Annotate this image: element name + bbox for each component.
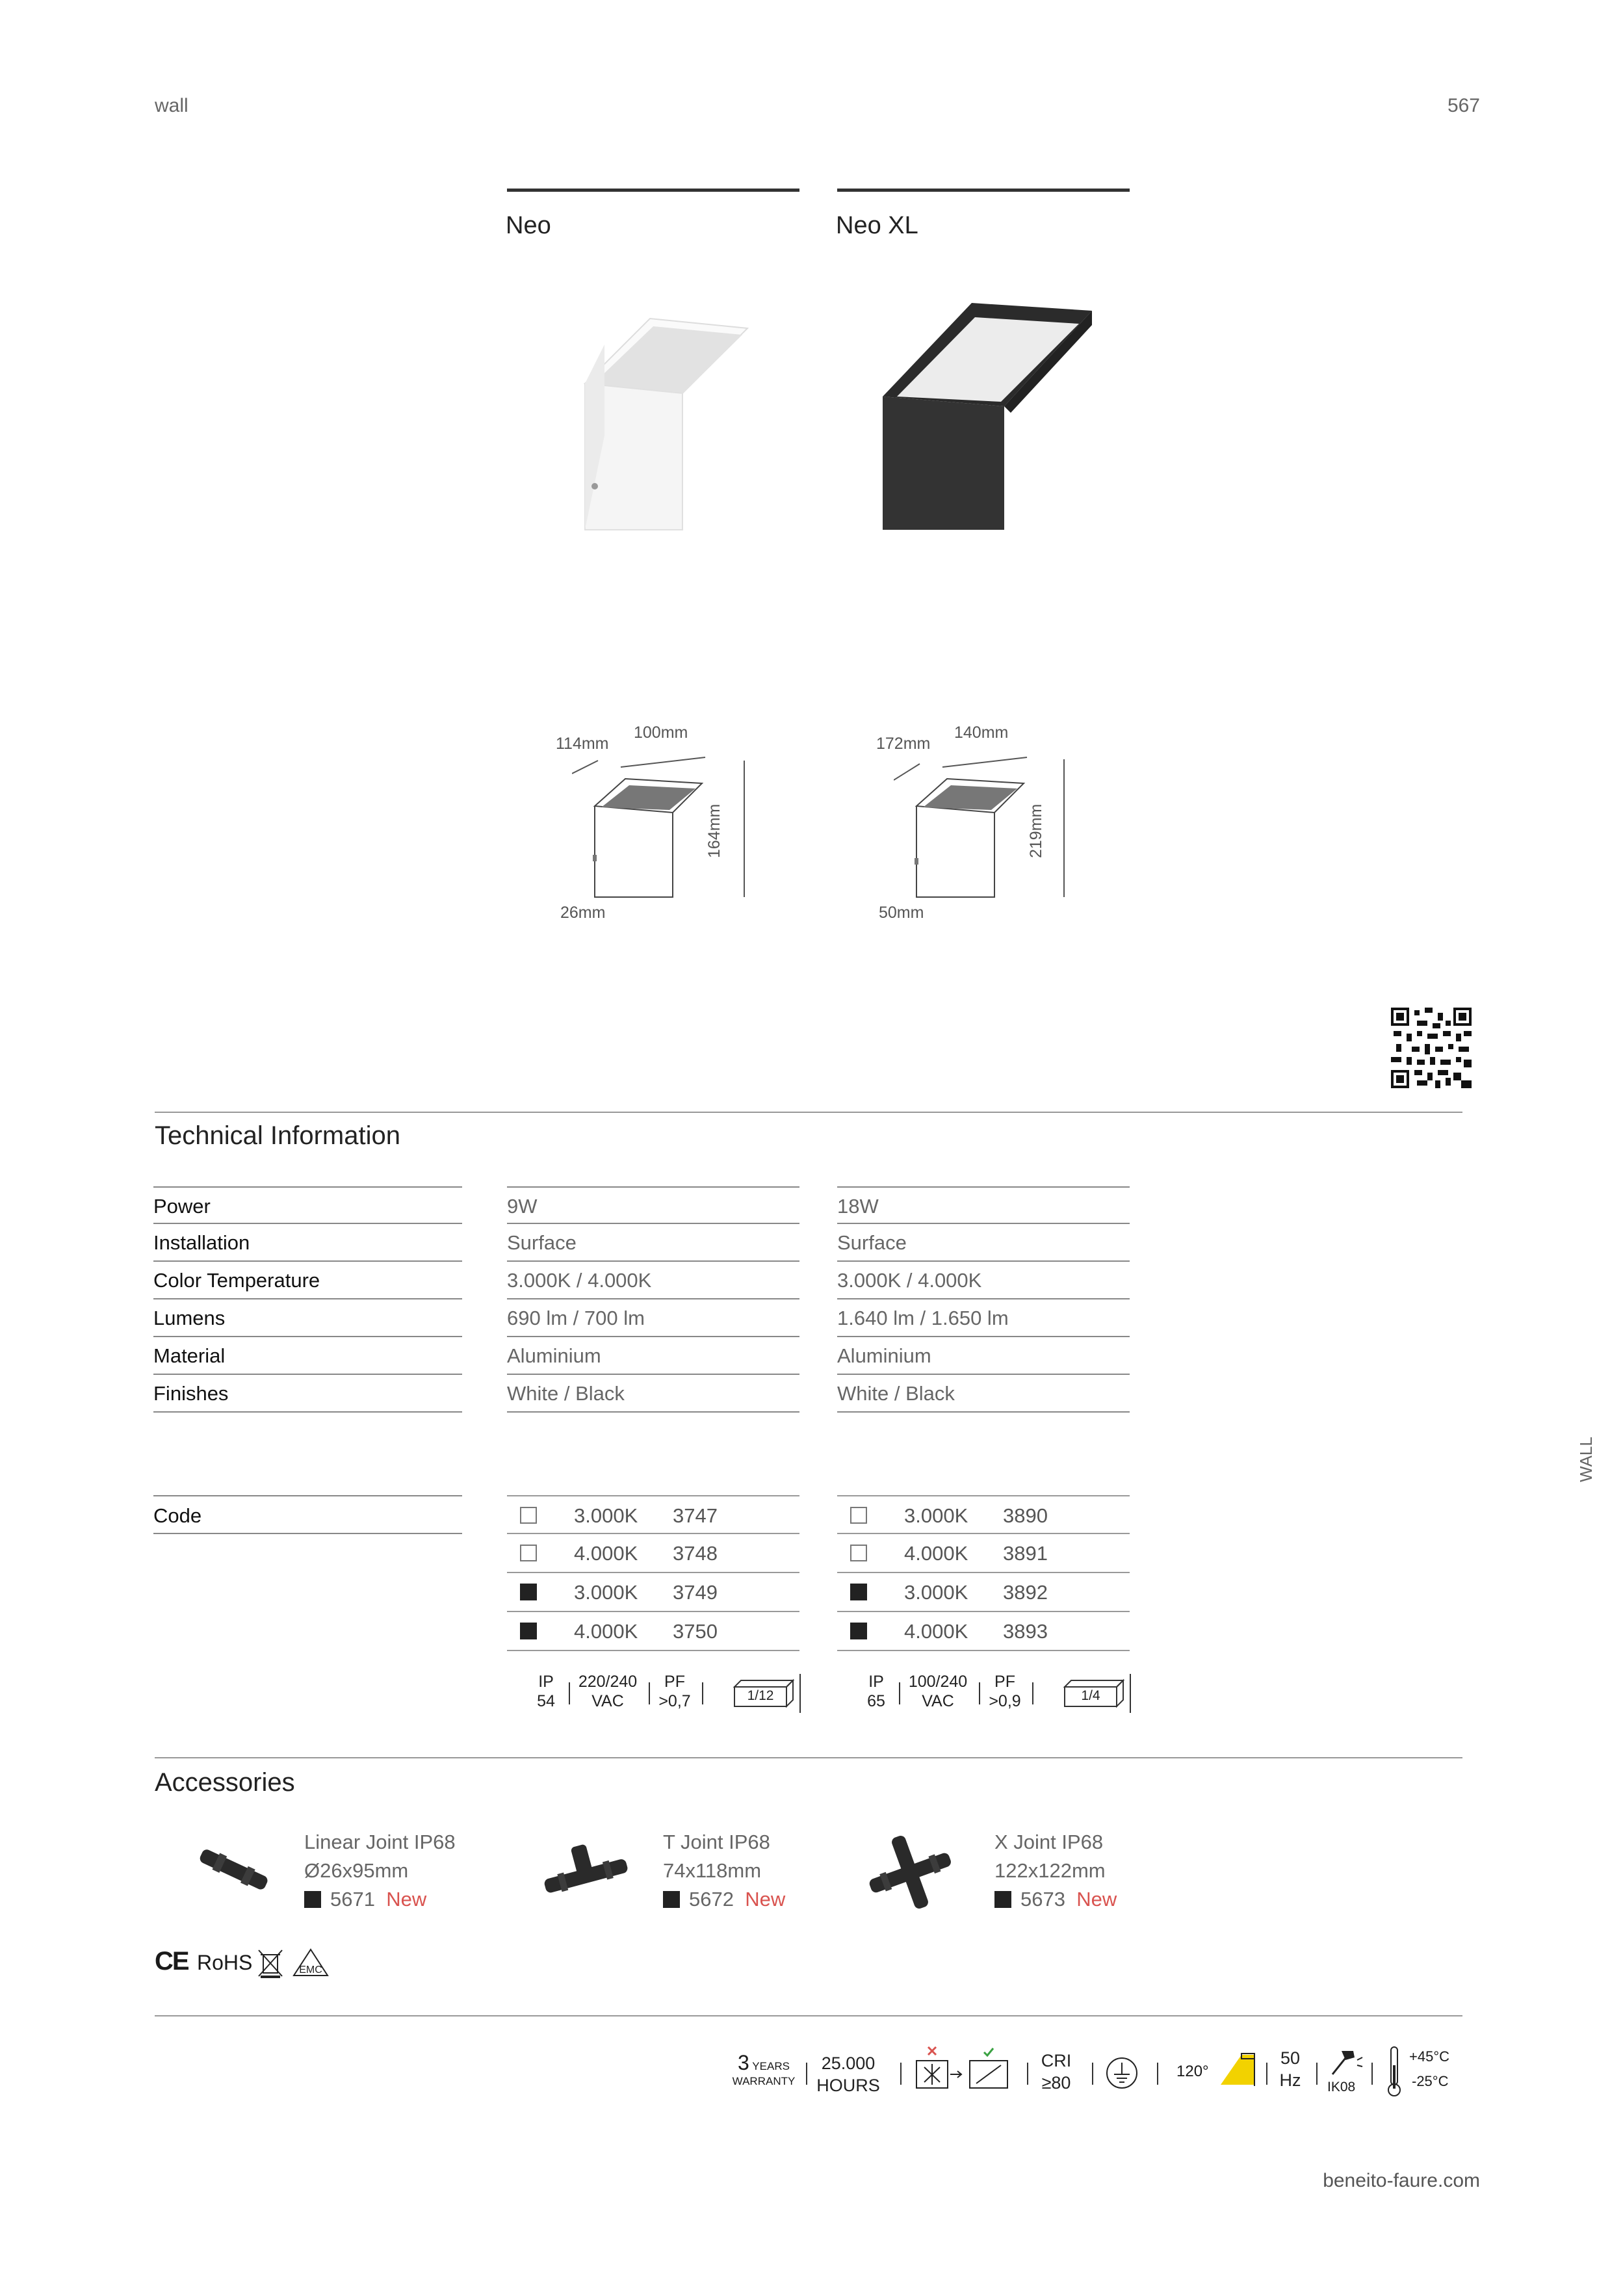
neo-material: Aluminium xyxy=(507,1337,799,1375)
separator xyxy=(1316,2063,1318,2085)
new-badge: New xyxy=(386,1888,427,1911)
spec-strip-neo xyxy=(507,1671,806,1716)
voltage: 220/240 VAC xyxy=(578,1673,638,1710)
dim-height-neo: 164mm xyxy=(705,803,723,858)
new-badge: New xyxy=(745,1888,786,1911)
drawing-neo-xl xyxy=(894,748,1076,910)
dim-width-neo: 100mm xyxy=(634,724,688,742)
accessory-size: 122x122mm xyxy=(994,1859,1106,1882)
accessory-item xyxy=(663,1828,785,1914)
row-label-material: Material xyxy=(153,1337,462,1375)
package-quantity: 1/4 xyxy=(1081,1688,1100,1703)
separator xyxy=(1157,2063,1158,2085)
code-row xyxy=(837,1573,1130,1612)
warranty-years: 3 xyxy=(738,2051,749,2074)
separator xyxy=(702,1682,703,1704)
website-link[interactable]: beneito-faure.com xyxy=(1323,2170,1480,2191)
separator xyxy=(1032,1682,1033,1704)
hammer-impact-icon xyxy=(1326,2046,1365,2078)
code-number: 3891 xyxy=(1003,1542,1048,1565)
row-label-power: Power xyxy=(153,1186,462,1224)
separator xyxy=(799,1674,801,1713)
accessory-item xyxy=(994,1828,1117,1914)
separator xyxy=(1027,2063,1028,2085)
dim-depth-neo-xl: 172mm xyxy=(876,735,931,753)
product-image-neo-xl xyxy=(877,299,1098,540)
code-number: 3890 xyxy=(1003,1504,1048,1527)
code-temp: 3.000K xyxy=(574,1581,638,1604)
accessory-code-line xyxy=(304,1885,456,1914)
code-number: 3750 xyxy=(673,1620,718,1643)
accessory-name: Linear Joint IP68 xyxy=(304,1831,456,1853)
voltage: 100/240 VAC xyxy=(908,1673,968,1710)
accessory-code: 5672 xyxy=(689,1888,734,1911)
separator xyxy=(900,2063,902,2085)
neo-xl-power: 18W xyxy=(837,1186,1130,1224)
drawing-neo xyxy=(572,748,754,910)
code-row xyxy=(507,1573,799,1612)
neo-installation: Surface xyxy=(507,1224,799,1262)
neo-power: 9W xyxy=(507,1186,799,1224)
accessory-size: Ø26x95mm xyxy=(304,1859,409,1882)
section-label: wall xyxy=(155,95,188,116)
accessory-code-line xyxy=(663,1885,785,1914)
temp-min: -25°C xyxy=(1412,2073,1449,2089)
ip-rating: IP 54 xyxy=(537,1673,555,1710)
neo-lumens: 690 lm / 700 lm xyxy=(507,1299,799,1337)
t-joint-icon xyxy=(539,1840,630,1905)
neo-finishes: White / Black xyxy=(507,1375,799,1413)
black-finish-swatch xyxy=(304,1891,321,1908)
page-number: 567 xyxy=(1447,95,1480,116)
neo-xl-installation: Surface xyxy=(837,1224,1130,1262)
code-number: 3893 xyxy=(1003,1620,1048,1643)
separator xyxy=(649,1682,650,1704)
earth-ground-icon xyxy=(1105,2056,1139,2090)
ip-rating: IP 65 xyxy=(867,1673,885,1710)
beam-angle: 120° xyxy=(1176,2063,1209,2080)
code-number: 3748 xyxy=(673,1542,718,1565)
code-temp: 3.000K xyxy=(904,1581,968,1604)
emc-icon xyxy=(291,1947,330,1979)
product-rule-neo-xl xyxy=(837,189,1130,192)
accessories-title: Accessories xyxy=(155,1768,295,1797)
code-number: 3749 xyxy=(673,1581,718,1604)
code-row xyxy=(837,1495,1130,1534)
code-row xyxy=(507,1495,799,1534)
thermometer-icon xyxy=(1386,2046,1403,2098)
rohs-icon: RoHS xyxy=(197,1951,253,1974)
dim-base-neo-xl: 50mm xyxy=(879,904,924,922)
code-row xyxy=(837,1534,1130,1573)
warranty-unit: YEARS xyxy=(752,2060,790,2072)
dim-width-neo-xl: 140mm xyxy=(954,724,1009,742)
technical-information-title: Technical Information xyxy=(155,1121,400,1150)
accessory-code: 5671 xyxy=(330,1888,375,1911)
black-finish-swatch xyxy=(850,1584,867,1600)
row-label-installation: Installation xyxy=(153,1224,462,1262)
cri-rating: CRI ≥80 xyxy=(1041,2051,1072,2093)
black-finish-swatch xyxy=(663,1891,680,1908)
neo-xl-material: Aluminium xyxy=(837,1337,1130,1375)
separator xyxy=(1371,2063,1373,2085)
code-number: 3892 xyxy=(1003,1581,1048,1604)
separator xyxy=(1092,2063,1093,2085)
product-name-neo: Neo xyxy=(506,212,551,239)
black-finish-swatch xyxy=(520,1623,537,1639)
accessory-name: X Joint IP68 xyxy=(994,1831,1104,1853)
product-rule-neo xyxy=(507,189,799,192)
code-row xyxy=(507,1612,799,1651)
neo-xl-color-temperature: 3.000K / 4.000K xyxy=(837,1262,1130,1299)
black-finish-swatch xyxy=(520,1584,537,1600)
power-factor: PF >0,7 xyxy=(658,1673,691,1710)
dim-height-neo-xl: 219mm xyxy=(1027,803,1045,858)
impact-rating: IK08 xyxy=(1327,2080,1356,2094)
black-finish-swatch xyxy=(850,1623,867,1639)
separator xyxy=(899,1682,900,1704)
replaceable-driver-icon xyxy=(910,2044,1014,2096)
temp-max: +45°C xyxy=(1409,2048,1450,2065)
row-label-lumens: Lumens xyxy=(153,1299,462,1337)
frequency: 50 Hz xyxy=(1279,2048,1301,2090)
code-temp: 4.000K xyxy=(904,1542,968,1565)
white-finish-swatch xyxy=(520,1545,537,1561)
code-row xyxy=(837,1612,1130,1651)
code-temp: 4.000K xyxy=(574,1542,638,1565)
linear-joint-icon xyxy=(195,1843,273,1895)
row-label-color-temperature: Color Temperature xyxy=(153,1262,462,1299)
neo-xl-lumens: 1.640 lm / 1.650 lm xyxy=(837,1299,1130,1337)
divider xyxy=(155,2015,1462,2016)
neo-xl-finishes: White / Black xyxy=(837,1375,1130,1413)
warranty-label: WARRANTY xyxy=(732,2075,796,2087)
separator xyxy=(1266,2063,1267,2085)
separator xyxy=(806,2063,807,2085)
neo-color-temperature: 3.000K / 4.000K xyxy=(507,1262,799,1299)
code-temp: 3.000K xyxy=(904,1504,968,1527)
code-temp: 4.000K xyxy=(574,1620,638,1643)
separator xyxy=(1130,1674,1131,1713)
beam-angle-icon xyxy=(1215,2051,1261,2090)
code-temp: 3.000K xyxy=(574,1504,638,1527)
lifetime-hours: 25.000 HOURS xyxy=(816,2054,880,2095)
divider xyxy=(155,1757,1462,1758)
separator xyxy=(569,1682,570,1704)
weee-bin-icon xyxy=(255,1947,285,1979)
product-name-neo-xl: Neo XL xyxy=(836,212,918,239)
spec-strip-neo-xl xyxy=(837,1671,1136,1716)
new-badge: New xyxy=(1076,1888,1117,1911)
divider xyxy=(155,1112,1462,1113)
accessory-size: 74x118mm xyxy=(663,1859,762,1882)
black-finish-swatch xyxy=(994,1891,1011,1908)
accessory-code: 5673 xyxy=(1020,1888,1065,1911)
code-row xyxy=(507,1534,799,1573)
dim-depth-neo: 114mm xyxy=(556,735,609,753)
power-factor: PF >0,9 xyxy=(989,1673,1021,1710)
code-label: Code xyxy=(153,1495,462,1534)
accessory-code-line xyxy=(994,1885,1117,1914)
side-tab-wall: WALL xyxy=(1576,1437,1596,1482)
code-number: 3747 xyxy=(673,1504,718,1527)
white-finish-swatch xyxy=(520,1507,537,1524)
bottom-spec-strip xyxy=(721,2044,1469,2109)
accessory-name: T Joint IP68 xyxy=(663,1831,770,1853)
accessory-item xyxy=(304,1828,456,1914)
ce-mark-icon: CE xyxy=(155,1947,188,1976)
package-quantity: 1/12 xyxy=(747,1688,774,1703)
dim-base-neo: 26mm xyxy=(560,904,606,922)
white-finish-swatch xyxy=(850,1545,867,1561)
svg-text:EMC: EMC xyxy=(299,1964,322,1976)
warranty-badge xyxy=(728,2051,799,2088)
white-finish-swatch xyxy=(850,1507,867,1524)
qr-code-icon[interactable] xyxy=(1391,1008,1472,1088)
row-label-finishes: Finishes xyxy=(153,1375,462,1413)
code-temp: 4.000K xyxy=(904,1620,968,1643)
x-joint-icon xyxy=(864,1833,955,1911)
product-image-neo xyxy=(559,306,760,540)
separator xyxy=(979,1682,980,1704)
